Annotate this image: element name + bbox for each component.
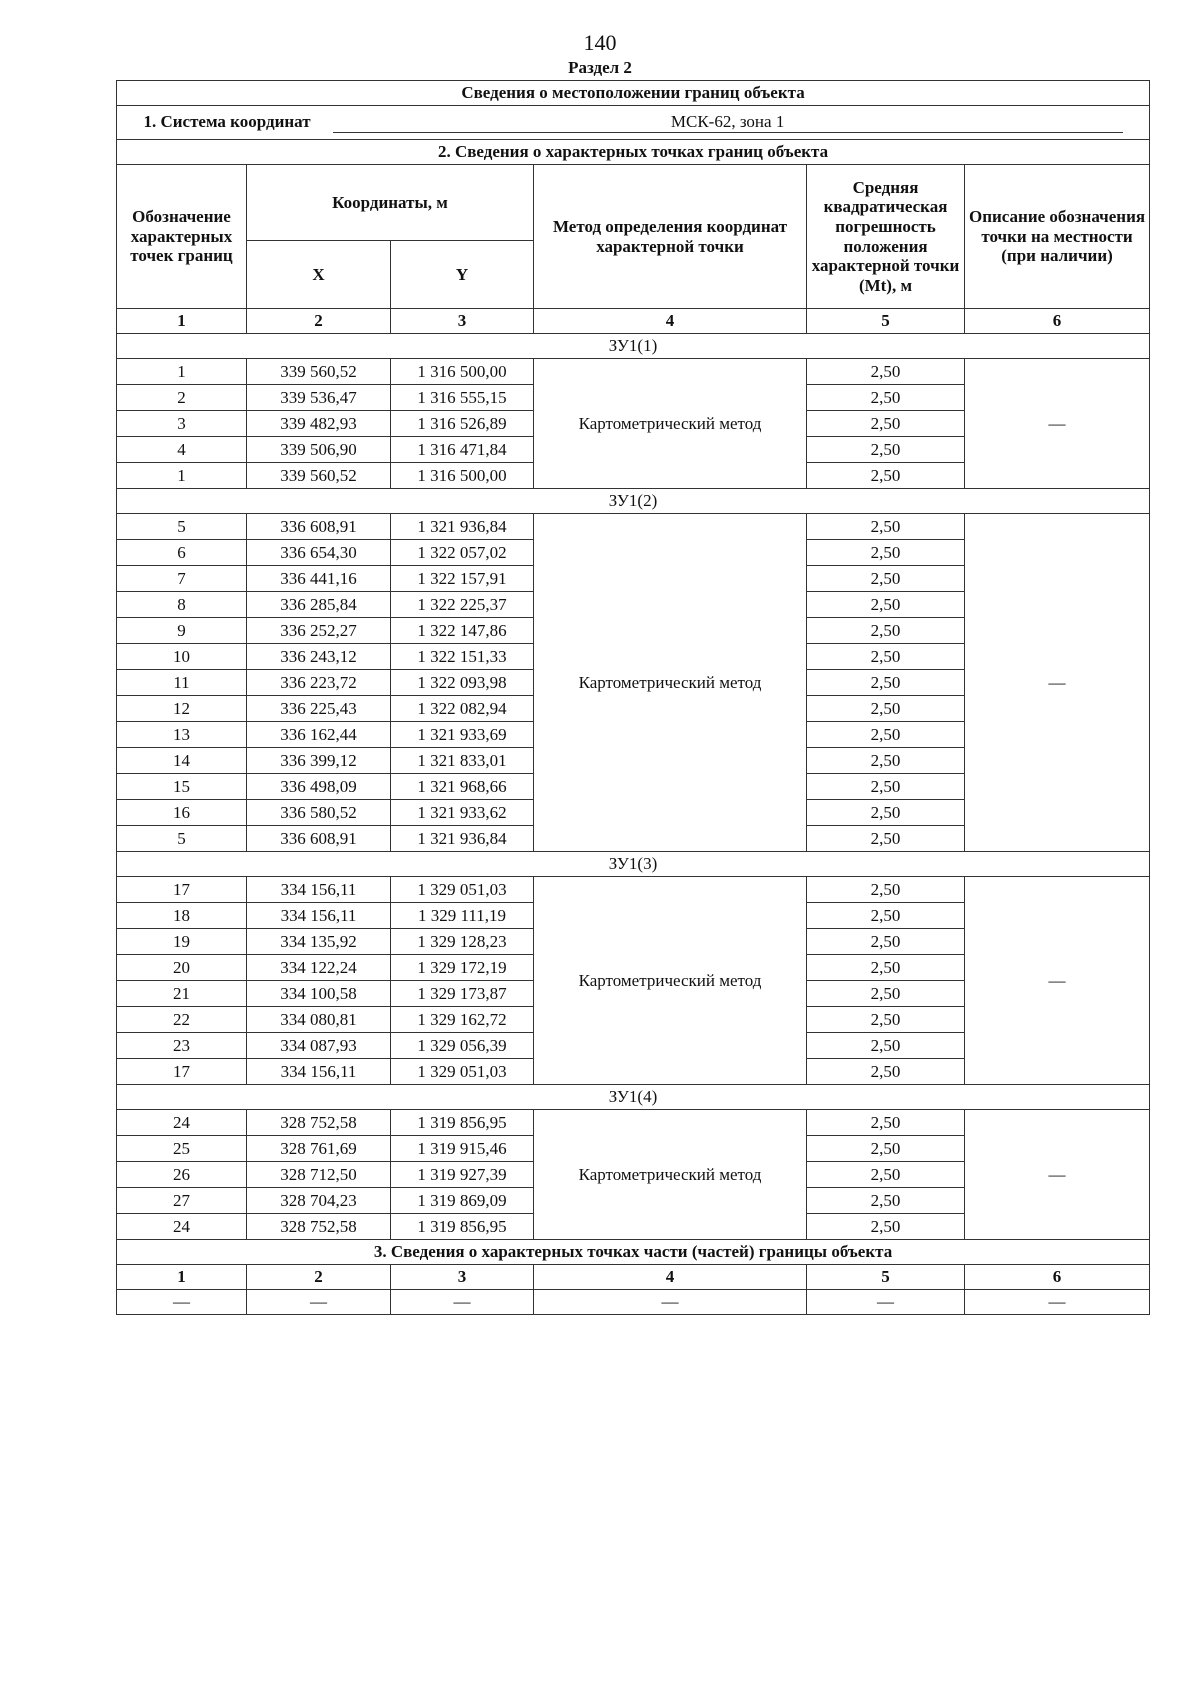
coord-system-value: МСК-62, зона 1 bbox=[333, 112, 1123, 133]
mean-error: 2,50 bbox=[807, 385, 965, 411]
point-number: 24 bbox=[117, 1214, 247, 1240]
page-number: 140 bbox=[583, 30, 617, 55]
method-cell: Картометрический метод bbox=[534, 1110, 807, 1240]
coord-x: 336 441,16 bbox=[247, 566, 391, 592]
mean-error: 2,50 bbox=[807, 437, 965, 463]
coord-y: 1 319 856,95 bbox=[391, 1110, 534, 1136]
description-cell: — bbox=[965, 1110, 1150, 1240]
coord-x: 334 156,11 bbox=[247, 1059, 391, 1085]
point-number: 8 bbox=[117, 592, 247, 618]
coord-y: 1 322 093,98 bbox=[391, 670, 534, 696]
coord-y: 1 316 500,00 bbox=[391, 463, 534, 489]
point-number: 23 bbox=[117, 1033, 247, 1059]
header-method: Метод определения координат характерной точки bbox=[534, 165, 807, 309]
coord-x: 334 122,24 bbox=[247, 955, 391, 981]
empty-dash-cell: — bbox=[117, 1290, 247, 1315]
group-header-row bbox=[117, 852, 1150, 877]
mean-error: 2,50 bbox=[807, 540, 965, 566]
mean-error: 2,50 bbox=[807, 903, 965, 929]
coord-y: 1 321 936,84 bbox=[391, 826, 534, 852]
table-row bbox=[117, 1110, 1150, 1136]
point-number: 18 bbox=[117, 903, 247, 929]
coord-y: 1 321 968,66 bbox=[391, 774, 534, 800]
coord-x: 336 252,27 bbox=[247, 618, 391, 644]
coord-y: 1 329 162,72 bbox=[391, 1007, 534, 1033]
point-number: 17 bbox=[117, 1059, 247, 1085]
section2-title: 2. Сведения о характерных точках границ объекта bbox=[117, 140, 1150, 165]
point-number: 2 bbox=[117, 385, 247, 411]
coord-y: 1 321 933,69 bbox=[391, 722, 534, 748]
coord-y: 1 321 936,84 bbox=[391, 514, 534, 540]
coord-system-row bbox=[117, 106, 1150, 140]
table-body bbox=[117, 81, 1150, 1315]
coord-y: 1 329 173,87 bbox=[391, 981, 534, 1007]
point-number: 26 bbox=[117, 1162, 247, 1188]
table-title: Сведения о местоположении границ объекта bbox=[117, 81, 1150, 106]
coord-x: 334 135,92 bbox=[247, 929, 391, 955]
coord-x: 328 752,58 bbox=[247, 1110, 391, 1136]
mean-error: 2,50 bbox=[807, 800, 965, 826]
point-number: 19 bbox=[117, 929, 247, 955]
mean-error: 2,50 bbox=[807, 1059, 965, 1085]
coord-x: 334 080,81 bbox=[247, 1007, 391, 1033]
point-number: 10 bbox=[117, 644, 247, 670]
header-y: Y bbox=[391, 241, 534, 309]
coord-y: 1 321 833,01 bbox=[391, 748, 534, 774]
column-number: 2 bbox=[247, 309, 391, 334]
coord-y: 1 319 856,95 bbox=[391, 1214, 534, 1240]
group-name: ЗУ1(2) bbox=[117, 489, 1150, 514]
coord-y: 1 316 555,15 bbox=[391, 385, 534, 411]
point-number: 11 bbox=[117, 670, 247, 696]
coord-y: 1 322 082,94 bbox=[391, 696, 534, 722]
coord-y: 1 322 057,02 bbox=[391, 540, 534, 566]
point-number: 24 bbox=[117, 1110, 247, 1136]
coord-x: 339 560,52 bbox=[247, 359, 391, 385]
coord-y: 1 316 500,00 bbox=[391, 359, 534, 385]
mean-error: 2,50 bbox=[807, 592, 965, 618]
coord-y: 1 322 157,91 bbox=[391, 566, 534, 592]
mean-error: 2,50 bbox=[807, 696, 965, 722]
empty-dash-cell: — bbox=[247, 1290, 391, 1315]
point-number: 13 bbox=[117, 722, 247, 748]
table-row bbox=[117, 877, 1150, 903]
point-number: 17 bbox=[117, 877, 247, 903]
section-title: Раздел 2 bbox=[568, 58, 632, 77]
section3-title-row bbox=[117, 1240, 1150, 1265]
coord-y: 1 322 225,37 bbox=[391, 592, 534, 618]
coord-x: 334 100,58 bbox=[247, 981, 391, 1007]
method-cell: Картометрический метод bbox=[534, 877, 807, 1085]
coord-x: 328 761,69 bbox=[247, 1136, 391, 1162]
coord-x: 328 712,50 bbox=[247, 1162, 391, 1188]
description-cell: — bbox=[965, 514, 1150, 852]
coord-y: 1 319 927,39 bbox=[391, 1162, 534, 1188]
mean-error: 2,50 bbox=[807, 877, 965, 903]
group-name: ЗУ1(3) bbox=[117, 852, 1150, 877]
header-point-designation: Обозначение характерных точек границ bbox=[117, 165, 247, 309]
mean-error: 2,50 bbox=[807, 1162, 965, 1188]
column-number: 4 bbox=[534, 1265, 807, 1290]
column-number: 4 bbox=[534, 309, 807, 334]
mean-error: 2,50 bbox=[807, 929, 965, 955]
group-name: ЗУ1(4) bbox=[117, 1085, 1150, 1110]
coord-y: 1 329 172,19 bbox=[391, 955, 534, 981]
coord-x: 336 243,12 bbox=[247, 644, 391, 670]
coord-x: 334 087,93 bbox=[247, 1033, 391, 1059]
column-number: 5 bbox=[807, 309, 965, 334]
column-number: 6 bbox=[965, 309, 1150, 334]
header-description: Описание обозначения точки на местности (при наличии) bbox=[965, 165, 1150, 309]
coord-x: 339 536,47 bbox=[247, 385, 391, 411]
point-number: 9 bbox=[117, 618, 247, 644]
point-number: 21 bbox=[117, 981, 247, 1007]
header-x: X bbox=[247, 241, 391, 309]
coord-x: 336 654,30 bbox=[247, 540, 391, 566]
coord-y: 1 319 869,09 bbox=[391, 1188, 534, 1214]
mean-error: 2,50 bbox=[807, 411, 965, 437]
coord-x: 339 560,52 bbox=[247, 463, 391, 489]
empty-dash-cell: — bbox=[534, 1290, 807, 1315]
point-number: 5 bbox=[117, 826, 247, 852]
header-coordinates: Координаты, м bbox=[247, 165, 534, 241]
column-number: 6 bbox=[965, 1265, 1150, 1290]
coord-x: 336 580,52 bbox=[247, 800, 391, 826]
point-number: 20 bbox=[117, 955, 247, 981]
group-header-row bbox=[117, 489, 1150, 514]
section3-row bbox=[117, 1290, 1150, 1315]
column-number: 1 bbox=[117, 309, 247, 334]
coord-x: 336 608,91 bbox=[247, 826, 391, 852]
mean-error: 2,50 bbox=[807, 359, 965, 385]
group-header-row bbox=[117, 1085, 1150, 1110]
coord-x: 336 285,84 bbox=[247, 592, 391, 618]
mean-error: 2,50 bbox=[807, 463, 965, 489]
coord-y: 1 329 056,39 bbox=[391, 1033, 534, 1059]
coord-y: 1 329 051,03 bbox=[391, 1059, 534, 1085]
method-cell: Картометрический метод bbox=[534, 514, 807, 852]
point-number: 5 bbox=[117, 514, 247, 540]
mean-error: 2,50 bbox=[807, 774, 965, 800]
point-number: 6 bbox=[117, 540, 247, 566]
section3-title: 3. Сведения о характерных точках части (частей) границы объекта bbox=[117, 1240, 1150, 1265]
empty-dash-cell: — bbox=[807, 1290, 965, 1315]
coord-y: 1 316 471,84 bbox=[391, 437, 534, 463]
coord-y: 1 322 147,86 bbox=[391, 618, 534, 644]
mean-error: 2,50 bbox=[807, 514, 965, 540]
point-number: 14 bbox=[117, 748, 247, 774]
mean-error: 2,50 bbox=[807, 1110, 965, 1136]
header-mean-error: Средняя квадратическая погрешность положения характерной точки (Mt), м bbox=[807, 165, 965, 309]
coord-y: 1 316 526,89 bbox=[391, 411, 534, 437]
mean-error: 2,50 bbox=[807, 644, 965, 670]
coord-x: 336 225,43 bbox=[247, 696, 391, 722]
description-cell: — bbox=[965, 359, 1150, 489]
mean-error: 2,50 bbox=[807, 981, 965, 1007]
mean-error: 2,50 bbox=[807, 1033, 965, 1059]
empty-dash-cell: — bbox=[965, 1290, 1150, 1315]
method-cell: Картометрический метод bbox=[534, 359, 807, 489]
coord-x: 328 704,23 bbox=[247, 1188, 391, 1214]
mean-error: 2,50 bbox=[807, 1136, 965, 1162]
description-cell: — bbox=[965, 877, 1150, 1085]
coord-y: 1 321 933,62 bbox=[391, 800, 534, 826]
table-row bbox=[117, 359, 1150, 385]
column-number: 2 bbox=[247, 1265, 391, 1290]
coord-x: 334 156,11 bbox=[247, 903, 391, 929]
mean-error: 2,50 bbox=[807, 1007, 965, 1033]
point-number: 15 bbox=[117, 774, 247, 800]
mean-error: 2,50 bbox=[807, 1188, 965, 1214]
mean-error: 2,50 bbox=[807, 566, 965, 592]
column-numbers-row bbox=[117, 309, 1150, 334]
coord-y: 1 322 151,33 bbox=[391, 644, 534, 670]
coord-x: 336 162,44 bbox=[247, 722, 391, 748]
mean-error: 2,50 bbox=[807, 955, 965, 981]
coord-x: 328 752,58 bbox=[247, 1214, 391, 1240]
point-number: 27 bbox=[117, 1188, 247, 1214]
group-header-row bbox=[117, 334, 1150, 359]
point-number: 7 bbox=[117, 566, 247, 592]
point-number: 16 bbox=[117, 800, 247, 826]
mean-error: 2,50 bbox=[807, 722, 965, 748]
point-number: 1 bbox=[117, 359, 247, 385]
point-number: 1 bbox=[117, 463, 247, 489]
point-number: 4 bbox=[117, 437, 247, 463]
point-number: 3 bbox=[117, 411, 247, 437]
column-number: 3 bbox=[391, 1265, 534, 1290]
coord-x: 336 223,72 bbox=[247, 670, 391, 696]
empty-dash-cell: — bbox=[391, 1290, 534, 1315]
coord-x: 339 482,93 bbox=[247, 411, 391, 437]
coord-x: 336 399,12 bbox=[247, 748, 391, 774]
mean-error: 2,50 bbox=[807, 1214, 965, 1240]
coord-y: 1 319 915,46 bbox=[391, 1136, 534, 1162]
coord-system-label: 1. Система координат bbox=[143, 112, 311, 132]
coord-x: 336 608,91 bbox=[247, 514, 391, 540]
coord-y: 1 329 051,03 bbox=[391, 877, 534, 903]
point-number: 22 bbox=[117, 1007, 247, 1033]
coord-y: 1 329 111,19 bbox=[391, 903, 534, 929]
table-row bbox=[117, 514, 1150, 540]
coord-x: 336 498,09 bbox=[247, 774, 391, 800]
mean-error: 2,50 bbox=[807, 618, 965, 644]
coord-x: 339 506,90 bbox=[247, 437, 391, 463]
column-number: 1 bbox=[117, 1265, 247, 1290]
point-number: 25 bbox=[117, 1136, 247, 1162]
column-number: 5 bbox=[807, 1265, 965, 1290]
point-number: 12 bbox=[117, 696, 247, 722]
group-name: ЗУ1(1) bbox=[117, 334, 1150, 359]
boundaries-table bbox=[116, 80, 1150, 1315]
mean-error: 2,50 bbox=[807, 826, 965, 852]
coord-x: 334 156,11 bbox=[247, 877, 391, 903]
coord-y: 1 329 128,23 bbox=[391, 929, 534, 955]
column-number: 3 bbox=[391, 309, 534, 334]
mean-error: 2,50 bbox=[807, 748, 965, 774]
section3-numbers-row bbox=[117, 1265, 1150, 1290]
mean-error: 2,50 bbox=[807, 670, 965, 696]
